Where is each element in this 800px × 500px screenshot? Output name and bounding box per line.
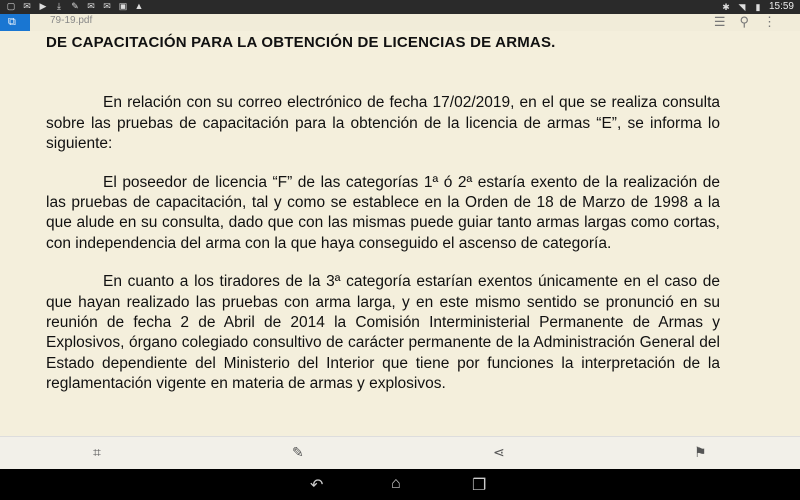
copy-icon: ⧉	[8, 16, 16, 28]
bluetooth-icon: ✱	[722, 1, 730, 12]
warning-icon: ▲	[134, 1, 144, 11]
document-body	[46, 33, 720, 413]
document-heading: DE CAPACITACIÓN PARA LA OBTENCIÓN DE LICENCIAS DE ARMAS.	[46, 34, 556, 51]
system-icons	[721, 1, 794, 12]
bottom-toolbar	[0, 436, 800, 470]
youtube-icon: ▶	[39, 1, 47, 11]
image-icon: ▣	[118, 1, 128, 11]
document-page[interactable]	[0, 31, 800, 436]
battery-icon: ▮	[755, 1, 761, 12]
list-icon[interactable]: ☰	[713, 14, 726, 29]
download-icon: ⤓	[57, 1, 61, 11]
paragraph-2: El poseedor de licencia “F” de las categorías 1ª ó 2ª estaría exento de la realización de las pruebas de capacitación, tal y como se establece en la Orden de 18 de Marzo de 1998 a la que alude en su consulta, dado que con las mismas puede guiar tanto armas largas como cortas, con independencia del arma con la que haya conseguido el ascenso de categoría.	[46, 173, 720, 252]
recents-icon[interactable]: ❐	[472, 477, 487, 494]
search-icon[interactable]: ⚲	[739, 14, 749, 29]
comment-icon[interactable]: ✎	[292, 444, 304, 460]
clock: 15:59	[768, 1, 794, 12]
back-icon[interactable]: ↶	[310, 477, 324, 494]
app-icon: ▢	[6, 1, 16, 11]
app-bar	[0, 14, 800, 31]
file-name: 79-19.pdf	[50, 15, 93, 26]
paragraph-1: En relación con su correo electrónico de fecha 17/02/2019, en el que se realiza consulta sobre las pruebas de capacitación para la obtención de la licencia de armas “E”, se informa lo siguiente:	[46, 94, 720, 153]
navigation-bar	[0, 469, 800, 500]
email-icon: ✉	[87, 1, 95, 11]
bookmark-icon[interactable]: ⚑	[694, 444, 707, 460]
mail-icon: ✉	[103, 1, 111, 11]
crop-icon[interactable]: ⌗	[93, 444, 101, 460]
app-logo[interactable]	[0, 14, 30, 31]
wifi-icon: ◥	[738, 1, 746, 12]
wrench-icon: ✎	[71, 1, 79, 11]
overflow-menu-icon[interactable]: ⋮	[763, 14, 776, 29]
email-icon: ✉	[23, 1, 31, 11]
share-icon[interactable]: ⋖	[493, 444, 505, 460]
notification-icons	[6, 1, 144, 11]
home-icon[interactable]: ⌂	[391, 475, 401, 492]
paragraph-3: En cuanto a los tiradores de la 3ª categoría estarían exentos únicamente en el caso de que hayan realizado las pruebas con arma larga, y en este mismo sentido se pronunció en su reunión de fecha 2 de Abril de 2014 la Comisión Interministerial Permanente de Armas y Explosivos, órgano colegiado consultivo de carácter permanente de la Administración General del Estado dependiente del Ministerio del Interior que tiene por funciones la interpretación de la reglamentación vigente en materia de armas y explosivos.	[46, 273, 720, 393]
app-bar-actions	[714, 14, 776, 30]
status-bar	[0, 0, 800, 14]
